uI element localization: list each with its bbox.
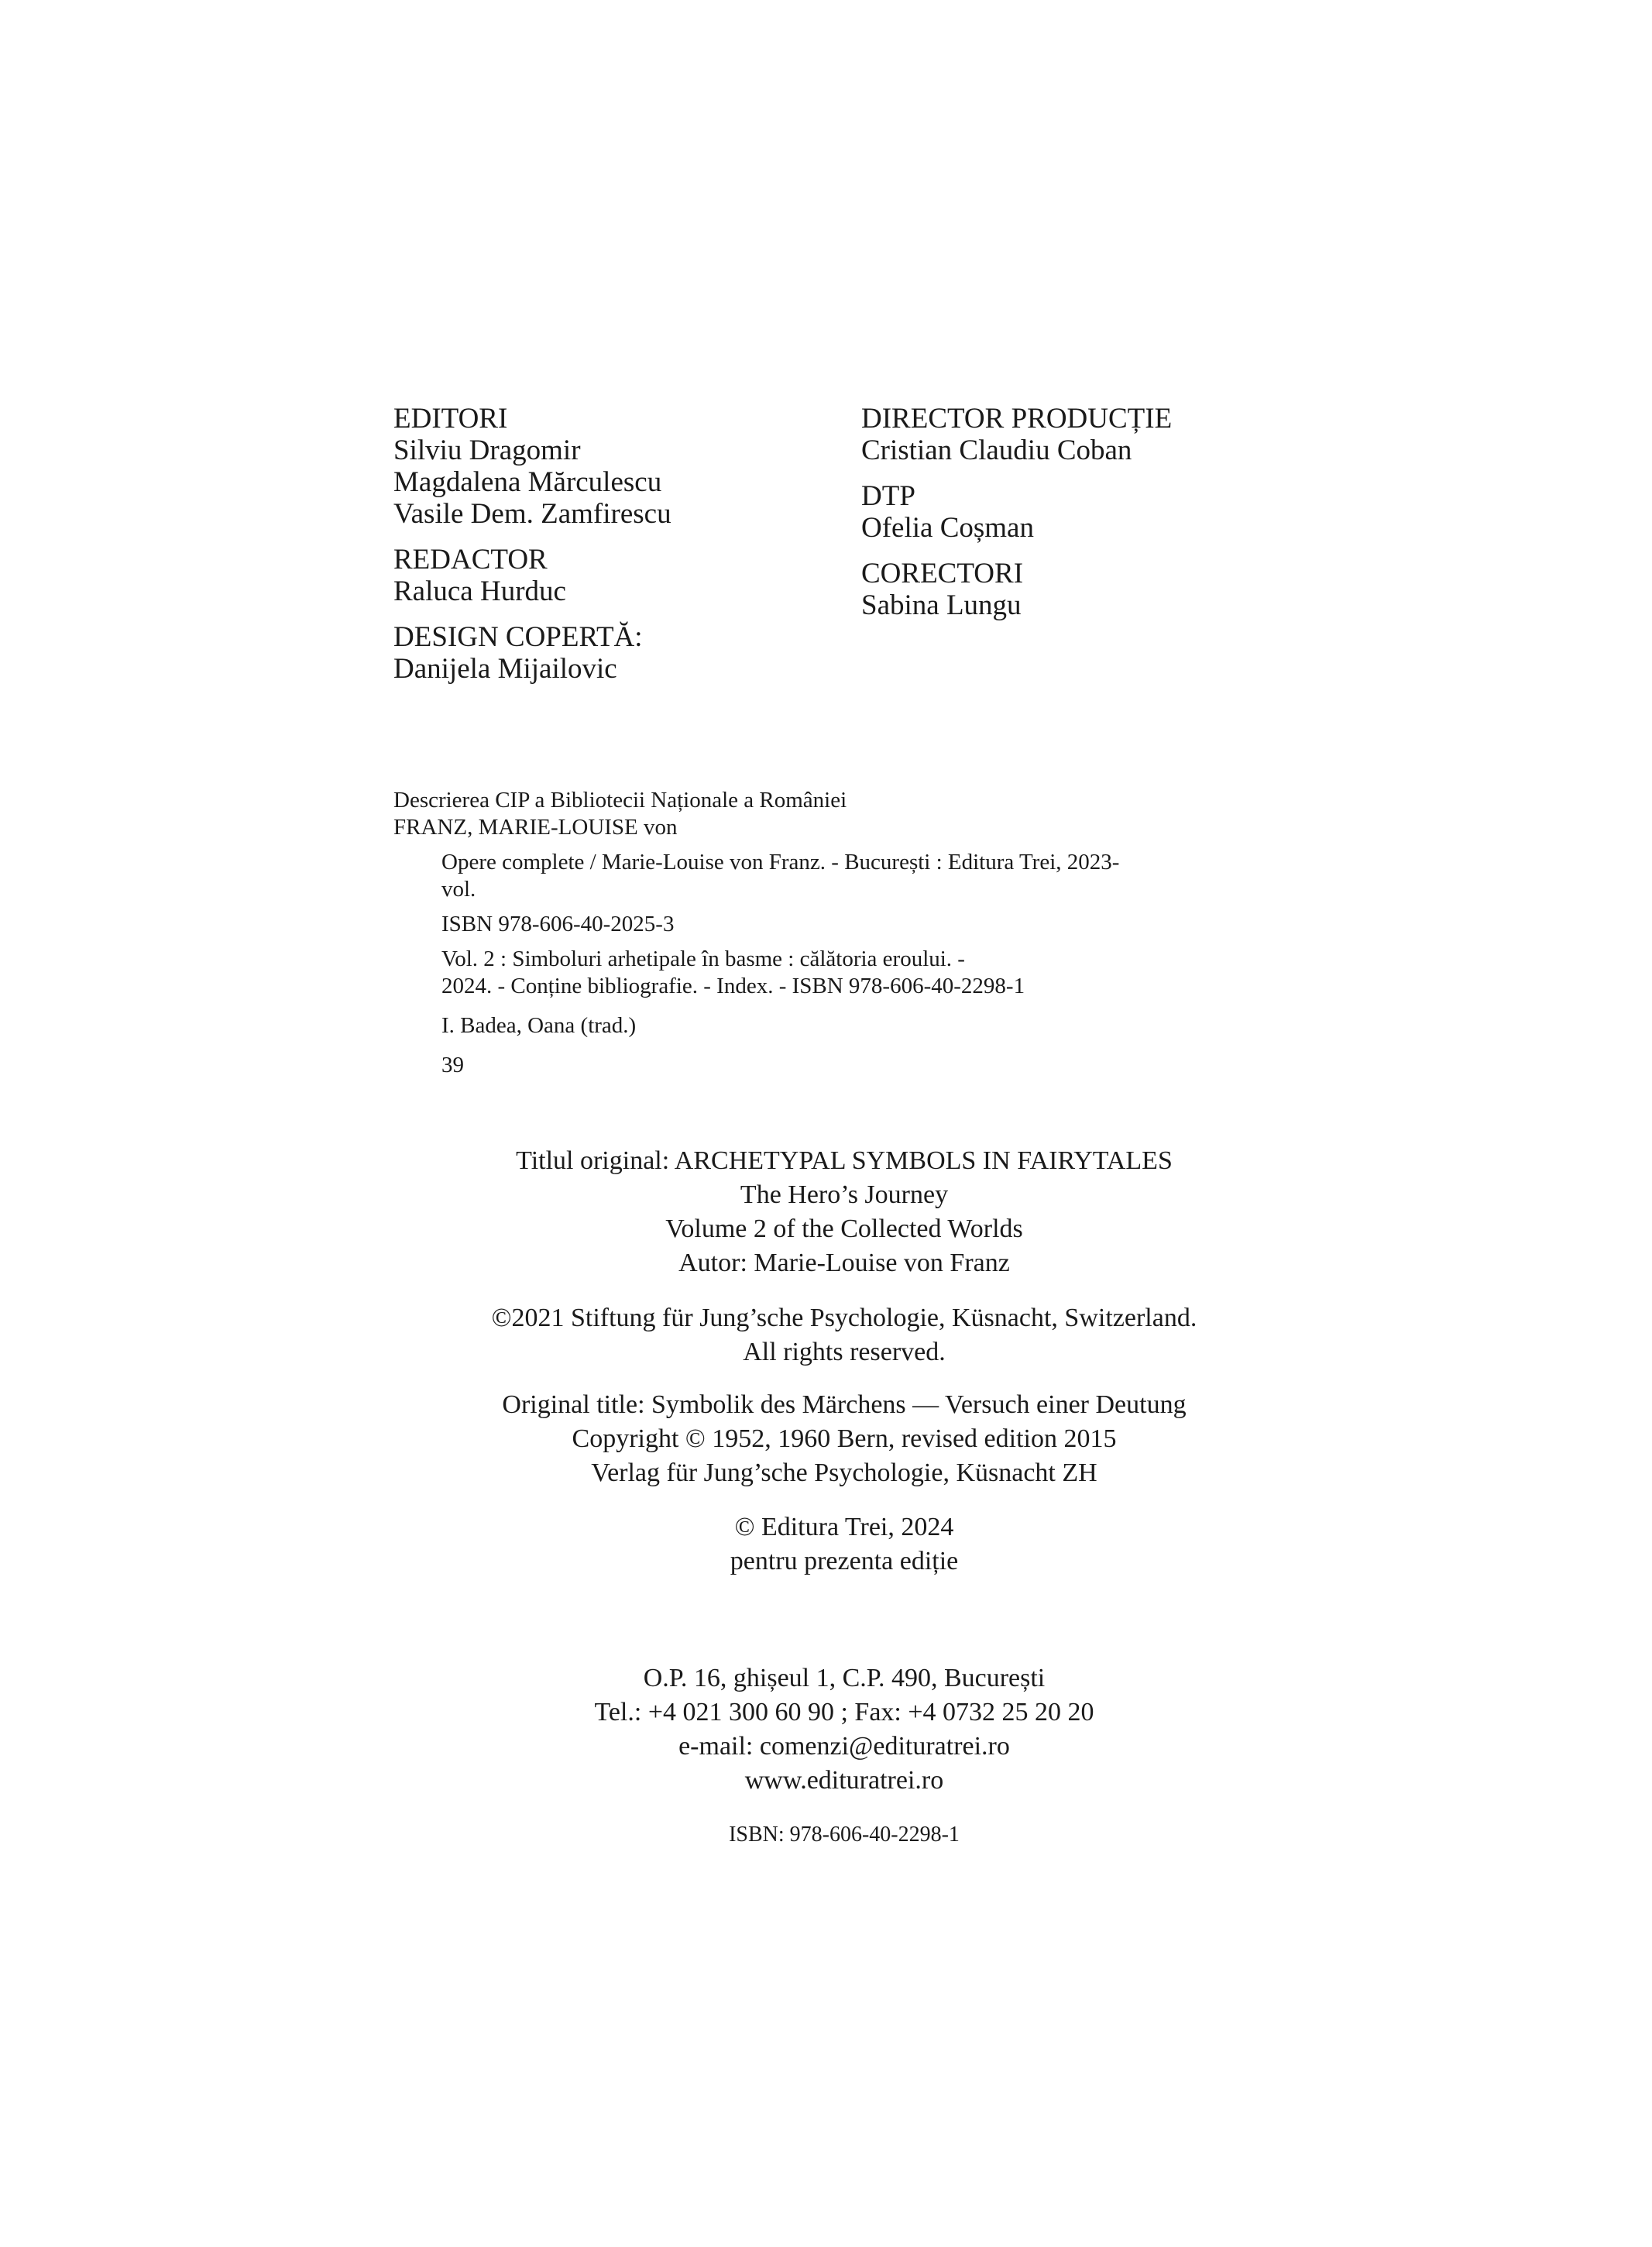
credit-name: Sabina Lungu	[861, 589, 1022, 621]
cip-classification: 39	[441, 1053, 464, 1077]
credit-heading: DESIGN COPERTĂ:	[393, 621, 643, 653]
credit-name: Silviu Dragomir	[393, 435, 581, 466]
copyright-2021-line: ©2021 Stiftung für Jung’sche Psychologie, Küsnacht, Switzerland.	[491, 1304, 1197, 1332]
original-volume: Volume 2 of the Collected Worlds	[665, 1215, 1023, 1243]
german-title-line: Original title: Symbolik des Märchens — Versuch einer Deutung	[502, 1390, 1187, 1419]
credit-name: Danijela Mijailovic	[393, 653, 617, 685]
cip-series-line: Opere complete / Marie-Louise von Franz. - București : Editura Trei, 2023-	[441, 850, 1120, 874]
contact-email: e-mail: comenzi@edituratrei.ro	[678, 1732, 1010, 1761]
original-title-block	[418, 1144, 1270, 1280]
publisher-contact-block	[418, 1661, 1270, 1798]
cip-title: Descrierea CIP a Bibliotecii Naționale a României	[393, 788, 847, 813]
credit-group-dtp	[861, 480, 1326, 544]
cip-author: FRANZ, MARIE-LOUISE von	[393, 815, 678, 840]
rights-reserved: All rights reserved.	[743, 1338, 946, 1366]
credit-heading: CORECTORI	[861, 558, 1024, 589]
credit-heading: DTP	[861, 480, 915, 512]
original-title-line: Titlul original: ARCHETYPAL SYMBOLS IN FAIRYTALES	[516, 1146, 1173, 1175]
credits-left-column	[393, 403, 827, 699]
german-copyright-line: Copyright © 1952, 1960 Bern, revised edition 2015	[572, 1424, 1117, 1453]
original-subtitle: The Hero’s Journey	[740, 1180, 949, 1209]
isbn-line: ISBN: 978-606-40-2298-1	[729, 1823, 960, 1847]
credits-right-column	[861, 403, 1326, 635]
cip-volume-line: Vol. 2 : Simboluri arhetipale în basme : călătoria eroului. -	[441, 947, 965, 971]
credit-group-production-director	[861, 403, 1326, 466]
credit-name: Ofelia Coșman	[861, 512, 1034, 544]
cip-isbn-set: ISBN 978-606-40-2025-3	[441, 912, 675, 936]
contact-address: O.P. 16, ghișeul 1, C.P. 490, București	[643, 1664, 1046, 1692]
trei-copyright-line: © Editura Trei, 2024	[734, 1513, 954, 1541]
credit-name: Magdalena Mărculescu	[393, 466, 662, 498]
credit-heading: EDITORI	[393, 403, 508, 435]
trei-copyright-block	[418, 1510, 1270, 1579]
german-publisher-line: Verlag für Jung’sche Psychologie, Küsnacht ZH	[591, 1458, 1097, 1487]
credit-name: Raluca Hurduc	[393, 575, 566, 607]
cip-series-line-cont: vol.	[441, 877, 476, 902]
original-author: Autor: Marie-Louise von Franz	[678, 1249, 1010, 1277]
cip-description	[393, 787, 1245, 1079]
credit-group-cover-design	[393, 621, 827, 685]
credit-group-editors	[393, 403, 827, 530]
credit-heading: DIRECTOR PRODUCȚIE	[861, 403, 1173, 435]
contact-website: www.edituratrei.ro	[744, 1766, 944, 1795]
credit-group-redactor	[393, 544, 827, 607]
original-german-title-block	[418, 1388, 1270, 1490]
credit-name: Cristian Claudiu Coban	[861, 435, 1132, 466]
contact-phone: Tel.: +4 021 300 60 90 ; Fax: +4 0732 25 20 20	[594, 1698, 1094, 1726]
cip-volume-line-cont: 2024. - Conține bibliografie. - Index. - ISBN 978-606-40-2298-1	[441, 974, 1025, 998]
copyright-2021-block	[418, 1301, 1270, 1369]
credit-group-proofreaders	[861, 558, 1326, 621]
cip-translator: I. Badea, Oana (trad.)	[441, 1013, 637, 1038]
trei-edition-line: pentru prezenta ediție	[730, 1547, 959, 1575]
credit-name: Vasile Dem. Zamfirescu	[393, 498, 671, 530]
credit-heading: REDACTOR	[393, 544, 548, 575]
